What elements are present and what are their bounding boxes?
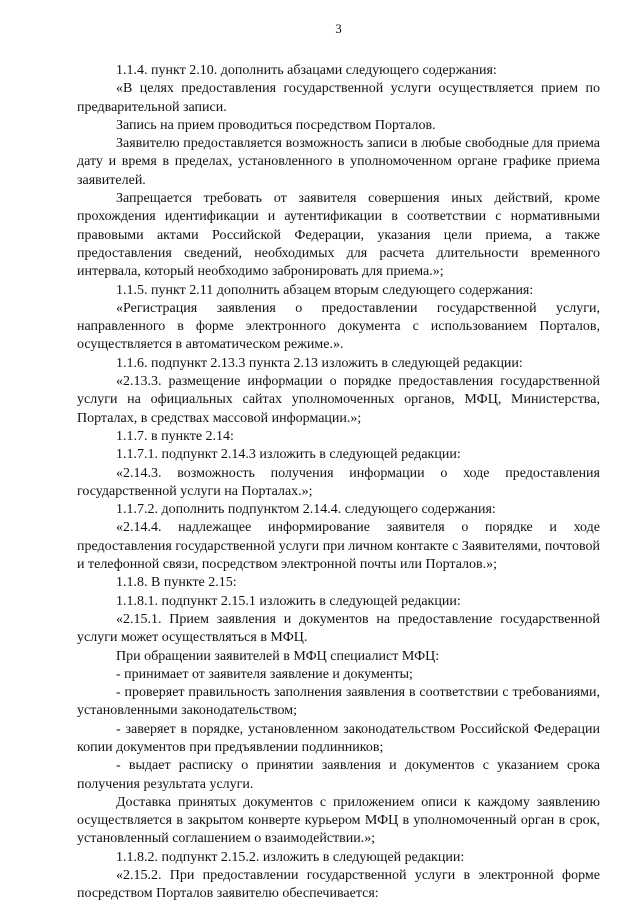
- page-number: 3: [335, 21, 342, 36]
- paragraph: - заверяет в порядке, установленном законодательством Российской Федерации копии документов при предъявлении подлинников;: [77, 721, 600, 755]
- paragraph: 1.1.8.1. подпункт 2.15.1 изложить в следующей редакции:: [116, 593, 461, 609]
- paragraph: 1.1.6. подпункт 2.13.3 пункта 2.13 изложить в следующей редакции:: [116, 355, 523, 371]
- paragraph: «2.13.3. размещение информации о порядке предоставления государственной услуги на официальных сайтах уполномоченных органов, МФЦ, Министерства, Порталах, в средствах массовой информации.»;: [77, 374, 600, 426]
- paragraph: - принимает от заявителя заявление и документы;: [116, 666, 413, 682]
- paragraph: «2.14.4. надлежащее информирование заявителя о порядке и ходе предоставления государственной услуги при личном контакте с Заявителями, почтовой и телефонной связи, посредством электронной почты или Порталов.»;: [77, 520, 600, 573]
- paragraph: 1.1.8. В пункте 2.15:: [116, 575, 237, 591]
- paragraph: «2.15.2. При предоставлении государственной услуги в электронной форме посредством Порталов заявителю обеспечивается:: [77, 868, 600, 902]
- paragraph: 1.1.4. пункт 2.10. дополнить абзацами следующего содержания:: [116, 63, 497, 78]
- paragraph: «Регистрация заявления о предоставлении государственной услуги, направленного в форме электронного документа с использованием Порталов, осуществляется в автоматическом режиме.».: [77, 300, 600, 353]
- paragraph: 1.1.7.2. дополнить подпунктом 2.14.4. следующего содержания:: [116, 502, 496, 518]
- paragraph: 1.1.8.2. подпункт 2.15.2. изложить в следующей редакции:: [116, 849, 465, 865]
- paragraph: - проверяет правильность заполнения заявления в соответствии с требованиями, установленными законодательством;: [77, 685, 600, 719]
- paragraph: «2.15.1. Прием заявления и документов на предоставление государственной услуги может осуществляться в МФЦ.: [77, 611, 600, 646]
- paragraph: Запрещается требовать от заявителя совершения иных действий, кроме прохождения идентификации и аутентификации в соответствии с нормативными правовыми актами Российской Федерации, указания цели приема, а также предоставления сведений, необходимых для расчета длительности временного интервала, который необходимо забронировать для приема.»;: [77, 191, 600, 280]
- document-body: [77, 62, 600, 904]
- paragraph: Заявителю предоставляется возможность записи в любые свободные для приема дату и время в пределах, установленного в уполномоченном органе графике приема заявителей.: [77, 136, 600, 188]
- paragraph: «2.14.3. возможность получения информации о ходе предоставления государственной услуги на Порталах.»;: [77, 465, 600, 499]
- paragraph: 1.1.5. пункт 2.11 дополнить абзацем вторым следующего содержания:: [116, 282, 534, 298]
- paragraph: 1.1.7. в пункте 2.14:: [116, 428, 234, 444]
- paragraph: - выдает расписку о принятии заявления и документов с указанием срока получения результата услуги.: [77, 758, 600, 792]
- paragraph: 1.1.7.1. подпункт 2.14.3 изложить в следующей редакции:: [116, 447, 461, 463]
- paragraph: При обращении заявителей в МФЦ специалист МФЦ:: [116, 648, 440, 664]
- paragraph: Доставка принятых документов с приложением описи к каждому заявлению осуществляется в закрытом конверте курьером МФЦ в уполномоченный орган в срок, установленный соглашением о взаимодействии.»;: [77, 794, 600, 847]
- paragraph: «В целях предоставления государственной услуги осуществляется прием по предварительной записи.: [77, 81, 600, 115]
- paragraph: Запись на прием проводиться посредством Порталов.: [116, 117, 436, 133]
